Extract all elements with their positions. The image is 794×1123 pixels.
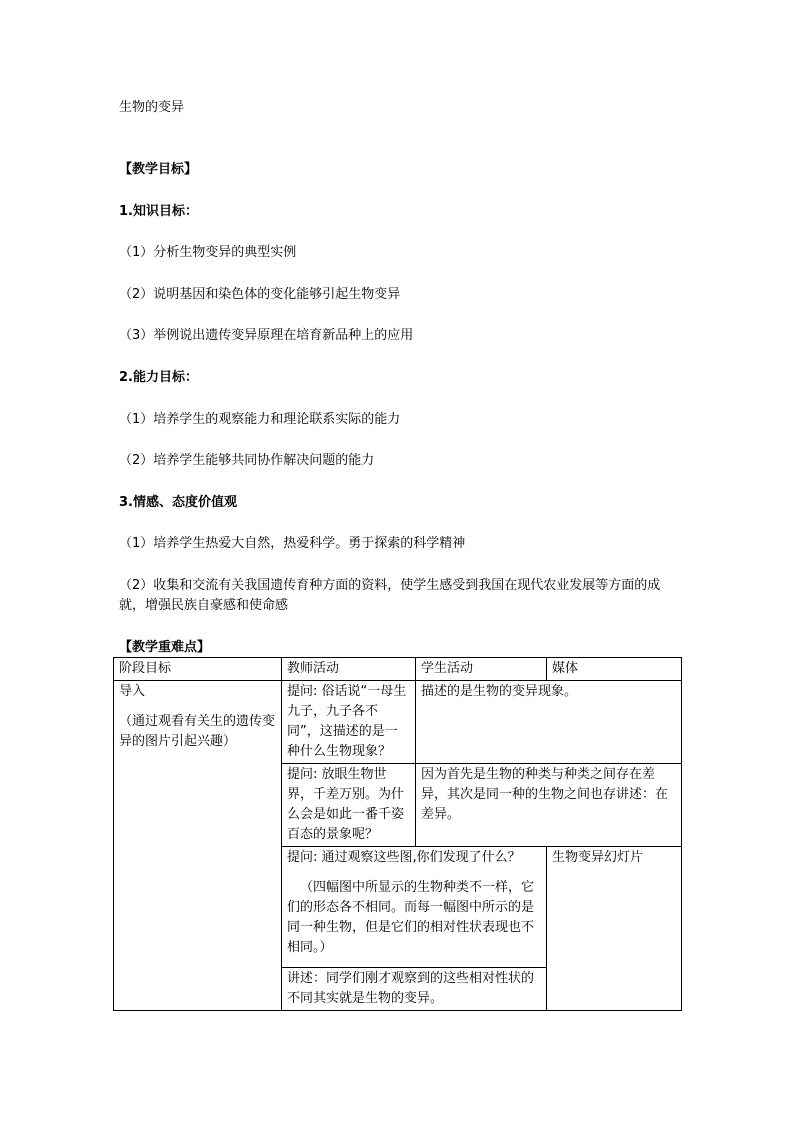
table-row bbox=[114, 681, 682, 764]
ability-goal-item: （1）培养学生的观察能力和理论联系实际的能力 bbox=[119, 412, 401, 427]
emotion-goal-item: （2）收集和交流有关我国遗传育种方面的资料，使学生感受到我国在现代农业发展等方面的成就，增强民族自豪感和使命感 bbox=[119, 578, 661, 613]
section-heading-key-points: 【教学重难点】 bbox=[119, 640, 211, 655]
teacher-answer: （四幅图中所显示的生物种类不一样，它们的形态各不相同。而每一幅图中所示的是同一种生物，但是它们的相对性状表现也不相同。） bbox=[287, 880, 535, 955]
header-cell-teacher: 教师活动 bbox=[282, 658, 416, 681]
knowledge-goal-item: （2）说明基因和染色体的变化能够引起生物变异 bbox=[119, 287, 401, 302]
student-cell: 描述的是生物的变异现象。 bbox=[416, 681, 682, 764]
section-heading-goals: 【教学目标】 bbox=[119, 162, 198, 177]
header-cell-media: 媒体 bbox=[547, 658, 682, 681]
header-cell-stage: 阶段目标 bbox=[114, 658, 282, 681]
doc-title: 生物的变异 bbox=[119, 100, 185, 115]
stage-note: （通过观看有关生的遗传变异的图片引起兴趣） bbox=[119, 714, 276, 749]
media-cell: 生物变异幻灯片 bbox=[547, 847, 682, 1011]
ability-goal-item: （2）培养学生能够共同协作解决问题的能力 bbox=[119, 453, 375, 468]
teacher-cell: 提问: 放眼生物世界，千差万别。为什么会是如此一番千姿百态的景象呢？ bbox=[282, 764, 416, 847]
teacher-cell: 提问: 俗话说“一母生九子，九子各不同”，这描述的是一种什么生物现象？ bbox=[282, 681, 416, 764]
knowledge-goal-item: （1）分析生物变异的典型实例 bbox=[119, 245, 297, 260]
student-cell: 因为首先是生物的种类与种类之间存在差异，其次是同一种的生物之间也存讲述：在差异。 bbox=[416, 764, 682, 847]
stage-cell bbox=[114, 681, 282, 1011]
teacher-question: 提问: 通过观察这些图,你们发现了什么？ bbox=[287, 850, 521, 865]
teacher-summary-cell: 讲述：同学们刚才观察到的这些相对性状的不同其实就是生物的变异。 bbox=[282, 968, 547, 1011]
lesson-plan-table bbox=[113, 657, 682, 1011]
table-header-row bbox=[114, 658, 682, 681]
knowledge-goals-heading: 1.知识目标： bbox=[119, 204, 198, 219]
ability-goals-heading: 2.能力目标： bbox=[119, 370, 198, 385]
knowledge-goal-item: （3）举例说出遗传变异原理在培育新品种上的应用 bbox=[119, 328, 414, 343]
emotion-goal-item: （1）培养学生热爱大自然，热爱科学。勇于探索的科学精神 bbox=[119, 536, 466, 551]
header-cell-student: 学生活动 bbox=[416, 658, 547, 681]
emotion-goals-heading: 3.情感、态度价值观 bbox=[119, 495, 237, 510]
stage-label: 导入 bbox=[119, 684, 146, 699]
teacher-observation-cell bbox=[282, 847, 547, 968]
